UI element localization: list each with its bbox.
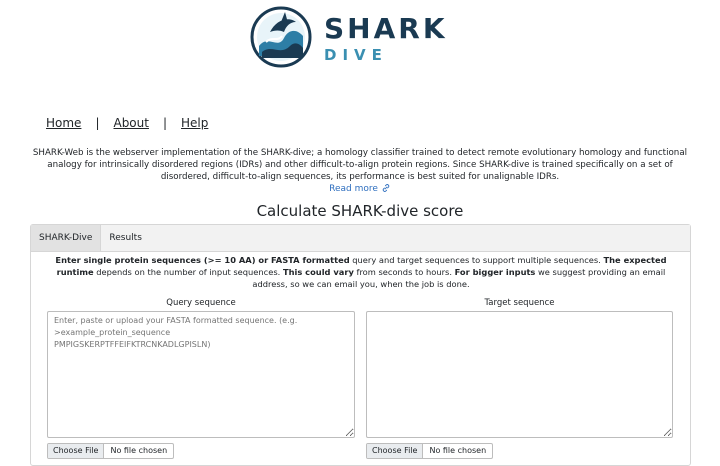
link-icon <box>381 183 391 193</box>
logo-title: SHARK <box>324 12 448 45</box>
tab-shark-dive[interactable]: SHARK-Dive <box>31 225 101 251</box>
nav-separator: | <box>162 116 168 130</box>
main-nav <box>46 116 208 130</box>
query-file-status: No file chosen <box>110 446 168 455</box>
notice-text: we suggest providing an email address, so we can email you, when the job is done. <box>252 267 666 290</box>
nav-separator: | <box>95 116 100 130</box>
query-choose-file-button[interactable]: Choose File <box>48 444 104 458</box>
target-file-status: No file chosen <box>429 446 487 455</box>
query-sequence-input[interactable] <box>47 311 355 438</box>
logo-wordmark <box>322 6 467 68</box>
target-file-upload[interactable] <box>366 443 493 459</box>
logo <box>250 4 470 70</box>
notice-bold-vary: This could vary <box>282 267 354 278</box>
query-sequence-label: Query sequence <box>166 298 236 308</box>
notice-text: depends on the number of input sequences. <box>93 267 283 278</box>
notice-bold-format: Enter single protein sequences (>= 10 AA) or FASTA formatted <box>55 255 350 265</box>
input-instructions <box>41 254 681 291</box>
read-more <box>0 183 720 194</box>
notice-text: from seconds to hours. <box>353 267 455 278</box>
intro-text: SHARK-Web is the webserver implementation of the SHARK-dive; a homology classifier trained to detect remote evolutionary homology and functional analogy for intrinsically disordered regions (IDRs) and other difficult-to-align protein regions. Since SHARK-dive is trained specifically on a set of disordered, difficult-to-align sequences, its performance is best suited for unalignable IDRs. <box>32 148 688 182</box>
nav-about-link[interactable]: About <box>113 116 149 130</box>
notice-text: query and target sequences to support multiple sequences. <box>349 255 604 265</box>
notice-bold-inputs: For bigger inputs <box>454 267 536 278</box>
nav-home-link[interactable]: Home <box>46 116 82 130</box>
target-choose-file-button[interactable]: Choose File <box>367 444 423 458</box>
tab-bar <box>31 225 690 252</box>
read-more-label: Read more <box>329 184 378 194</box>
target-sequence-label: Target sequence <box>484 298 555 308</box>
read-more-link[interactable] <box>329 184 391 194</box>
query-file-upload[interactable] <box>47 443 174 459</box>
shark-wave-logo-icon <box>250 6 312 68</box>
logo-subtitle: DIVE <box>324 46 388 64</box>
nav-help-link[interactable]: Help <box>181 116 209 130</box>
tab-results[interactable]: Results <box>109 233 142 243</box>
target-sequence-input[interactable] <box>366 311 673 438</box>
notice-bold-runtime: The expected runtime <box>56 255 667 278</box>
tool-card <box>30 224 691 466</box>
page-title: Calculate SHARK-dive score <box>256 202 464 220</box>
